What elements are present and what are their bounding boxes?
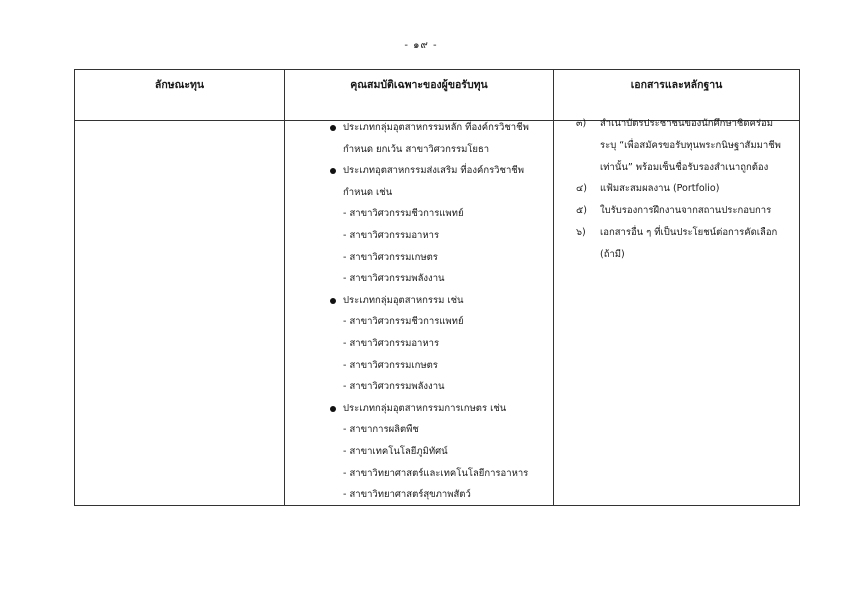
document-line: (ถ้ามี)	[600, 248, 625, 260]
qualification-bullet-item: ประเภทกลุ่มอุตสาหกรรมหลัก ที่องค์กรวิชาชีพ	[343, 122, 529, 133]
qualification-line: - สาขาการผลิตพืช	[343, 424, 419, 436]
document-number: ๖)	[576, 227, 586, 238]
qualification-line: - สาขาวิทยาศาสตร์สุขภาพสัตว์	[343, 489, 471, 501]
qualification-line: - สาขาวิศวกรรมอาหาร	[343, 230, 440, 241]
qualification-bullet-item: ประเภทกลุ่มอุตสาหกรรมการเกษตร เช่น	[343, 402, 507, 414]
qualification-line: กำหนด เช่น	[343, 186, 393, 198]
page-number: - ๑๙ -	[404, 40, 438, 51]
qualification-line: - สาขาวิศวกรรมชีวการแพทย์	[343, 316, 464, 328]
qualification-bullet-item: ประเภทกลุ่มอุตสาหกรรม เช่น	[343, 294, 464, 306]
document-line: แฟ้มสะสมผลงาน (Portfolio)	[600, 183, 720, 195]
documents-cell	[554, 121, 800, 506]
document-line: เอกสารอื่น ๆ ที่เป็นประโยชน์ต่อการคัดเลือก	[600, 227, 778, 238]
document-line: ใบรับรองการฝึกงานจากสถานประกอบการ	[600, 205, 772, 217]
qualification-line: - สาขาวิศวกรรมอาหาร	[343, 338, 440, 349]
header-row	[75, 70, 800, 121]
qualification-line: - สาขาเทคโนโลยีภูมิทัศน์	[343, 446, 448, 457]
header-qualifications: คุณสมบัติเฉพาะของผู้ขอรับทุน	[285, 70, 554, 121]
scholarship-type-cell	[75, 121, 285, 506]
qualification-line: - สาขาวิศวกรรมชีวการแพทย์	[343, 208, 464, 220]
qualification-line: - สาขาวิทยาศาสตร์และเทคโนโลยีการอาหาร	[343, 467, 529, 479]
qualification-line: - สาขาวิศวกรรมพลังงาน	[343, 381, 445, 393]
bullet-icon	[330, 125, 336, 131]
document-number: ๕)	[576, 205, 587, 217]
document-number: ๔)	[576, 183, 587, 195]
bullet-icon	[330, 406, 336, 412]
qualification-line: - สาขาวิศวกรรมเกษตร	[343, 251, 438, 263]
qualification-bullet-item: ประเภทอุตสาหกรรมส่งเสริม ที่องค์กรวิชาชีพ	[343, 165, 525, 177]
document-line: ระบุ “เพื่อสมัครขอรับทุนพระกนิษฐาสัมมาชีพ	[600, 139, 781, 151]
document-line: สำเนาบัตรประชาชนของนักศึกษาชิดคร่อม	[600, 118, 773, 129]
bullet-icon	[330, 298, 336, 304]
qualification-line: กำหนด ยกเว้น สาขาวิศวกรรมโยธา	[343, 143, 490, 155]
qualification-line: - สาขาวิศวกรรมเกษตร	[343, 359, 438, 371]
qualification-line: - สาขาวิศวกรรมพลังงาน	[343, 273, 445, 285]
document-line: เท่านั้น” พร้อมเซ็นชื่อรับรองสำเนาถูกต้อง	[600, 161, 769, 173]
header-documents: เอกสารและหลักฐาน	[554, 70, 800, 121]
header-scholarship-type: ลักษณะทุน	[75, 70, 285, 121]
document-number: ๓)	[576, 118, 587, 129]
